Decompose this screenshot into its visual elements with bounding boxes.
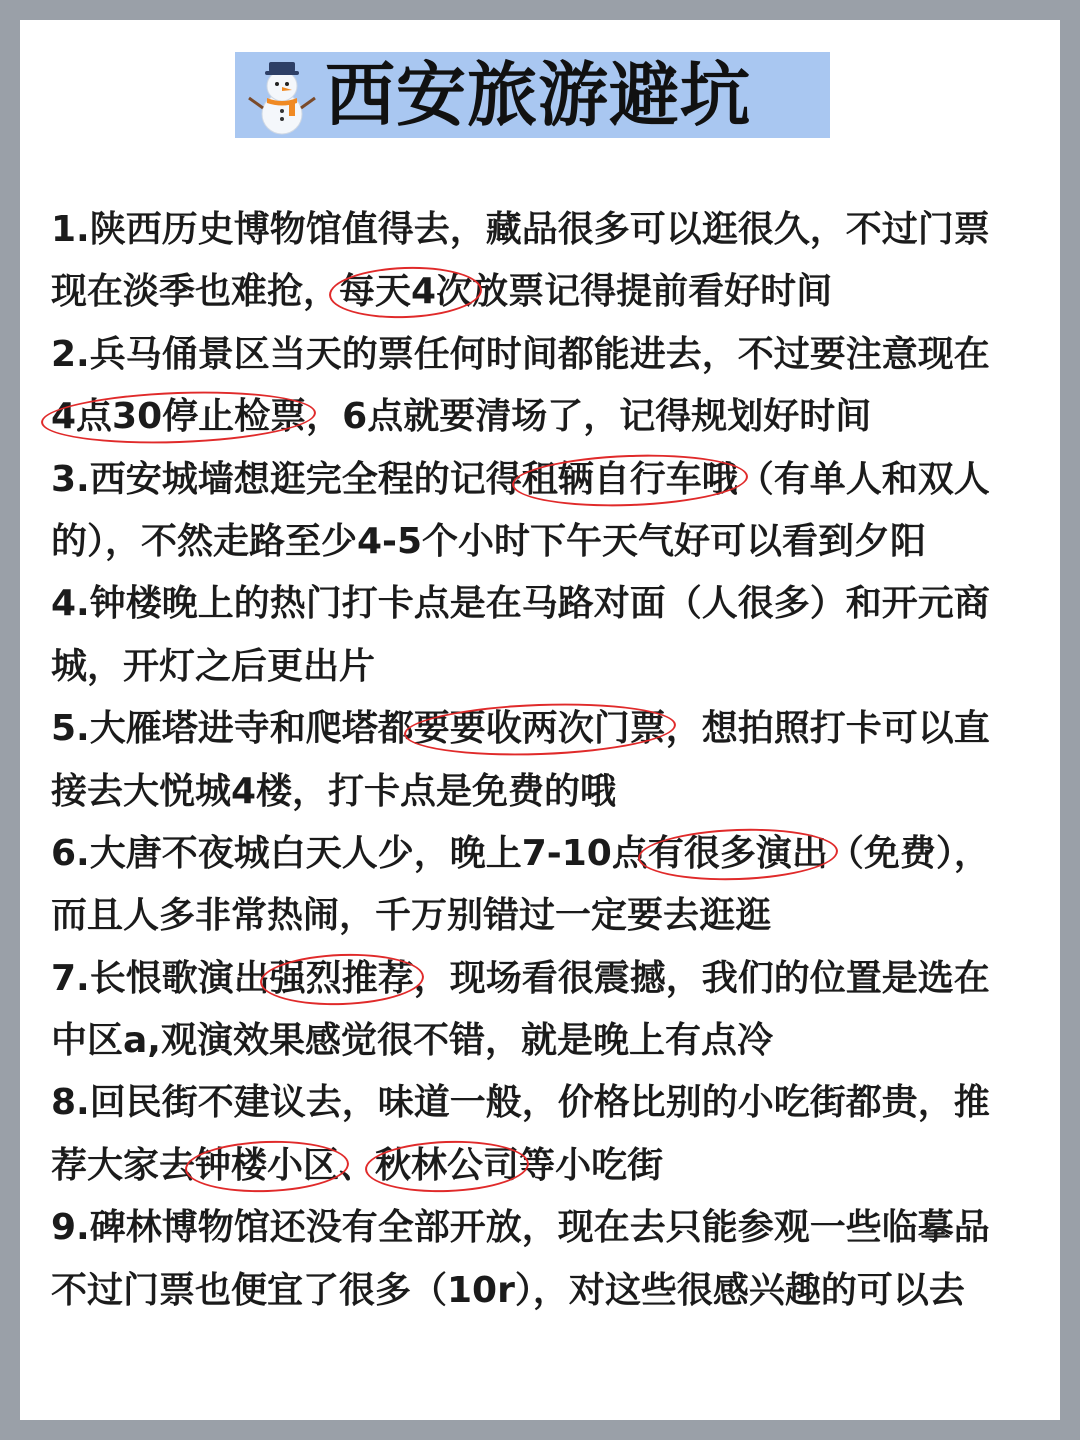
tip-line [51, 573, 1041, 635]
highlight-text: 要要收两次门票 [413, 708, 666, 750]
tip-line [51, 199, 1041, 261]
highlight-text: 强烈推荐 [269, 957, 414, 999]
tip-line [51, 823, 1041, 885]
note-card [20, 20, 1060, 1420]
tip-text: 3.西安城墙想逛完全程的记得 [51, 458, 522, 500]
highlight-text: 每天4次 [339, 271, 473, 313]
tip-text: 4.钟楼晚上的热门打卡点是在马路对面（人很多）和开元商 [51, 583, 990, 625]
snowman-icon [241, 56, 323, 136]
tip-line [51, 511, 1041, 573]
tip-text: 的），不然走路至少4-5个小时下午天气好可以看到夕阳 [51, 520, 927, 562]
tip-text: 5.大雁塔进寺和爬塔都 [51, 708, 414, 750]
tip-line [51, 948, 1041, 1010]
tip-text: 而且人多非常热闹，千万别错过一定要去逛逛 [51, 895, 772, 937]
tip-text: ，想拍照打卡可以直 [665, 708, 990, 750]
tip-text: 8.回民街不建议去，味道一般，价格比别的小吃街都贵，推 [51, 1082, 990, 1124]
tip-text: 等小吃街 [519, 1144, 664, 1186]
page-title: 西安旅游避坑 [325, 54, 751, 136]
tip-line [51, 386, 1041, 448]
tip-line [51, 636, 1041, 698]
tip-text: （免费）， [827, 832, 990, 874]
highlight-text: 有很多演出 [647, 832, 828, 874]
tip-line [51, 885, 1041, 947]
tip-line [51, 1135, 1041, 1197]
tip-text: 、 [339, 1144, 376, 1186]
tip-line [51, 324, 1041, 386]
tip-text: 荐大家去 [51, 1144, 196, 1186]
tip-line [51, 761, 1041, 823]
tip-text: 6.大唐不夜城白天人少，晚上7-10点 [51, 832, 648, 874]
tip-text: 接去大悦城4楼，打卡点是免费的哦 [51, 770, 617, 812]
tip-line [51, 1072, 1041, 1134]
tip-line [51, 449, 1041, 511]
highlight-text: 4点30停止检票 [51, 396, 307, 438]
tip-text: 放票记得提前看好时间 [472, 271, 833, 313]
tip-line [51, 1010, 1041, 1072]
tip-line [51, 261, 1041, 323]
tip-text: ，6点就要清场了，记得规划好时间 [306, 396, 872, 438]
tip-text: 不过门票也便宜了很多（10r），对这些很感兴趣的可以去 [51, 1269, 965, 1311]
tip-text: ，现场看很震撼，我们的位置是选在 [413, 957, 990, 999]
tip-text: 中区a,观演效果感觉很不错，就是晚上有点冷 [51, 1020, 773, 1062]
highlight-text: 钟楼小区 [195, 1144, 340, 1186]
tip-line [51, 1197, 1041, 1259]
tip-text: 城，开灯之后更出片 [51, 645, 376, 687]
tips-list [51, 199, 1041, 1322]
tip-text: 2.兵马俑景区当天的票任何时间都能进去，不过要注意现在 [51, 333, 990, 375]
tip-text: 1.陕西历史博物馆值得去，藏品很多可以逛很久，不过门票 [51, 209, 990, 250]
tip-text: 9.碑林博物馆还没有全部开放，现在去只能参观一些临摹品 [51, 1207, 990, 1249]
title-banner [235, 52, 830, 138]
tip-text: （有单人和双人 [737, 458, 990, 500]
tip-line [51, 698, 1041, 760]
highlight-text: 租辆自行车哦 [521, 458, 738, 500]
tip-text: 7.长恨歌演出 [51, 957, 270, 999]
tip-line [51, 1260, 1041, 1322]
highlight-text: 秋林公司 [375, 1144, 520, 1186]
tip-text: 现在淡季也难抢， [51, 271, 340, 313]
